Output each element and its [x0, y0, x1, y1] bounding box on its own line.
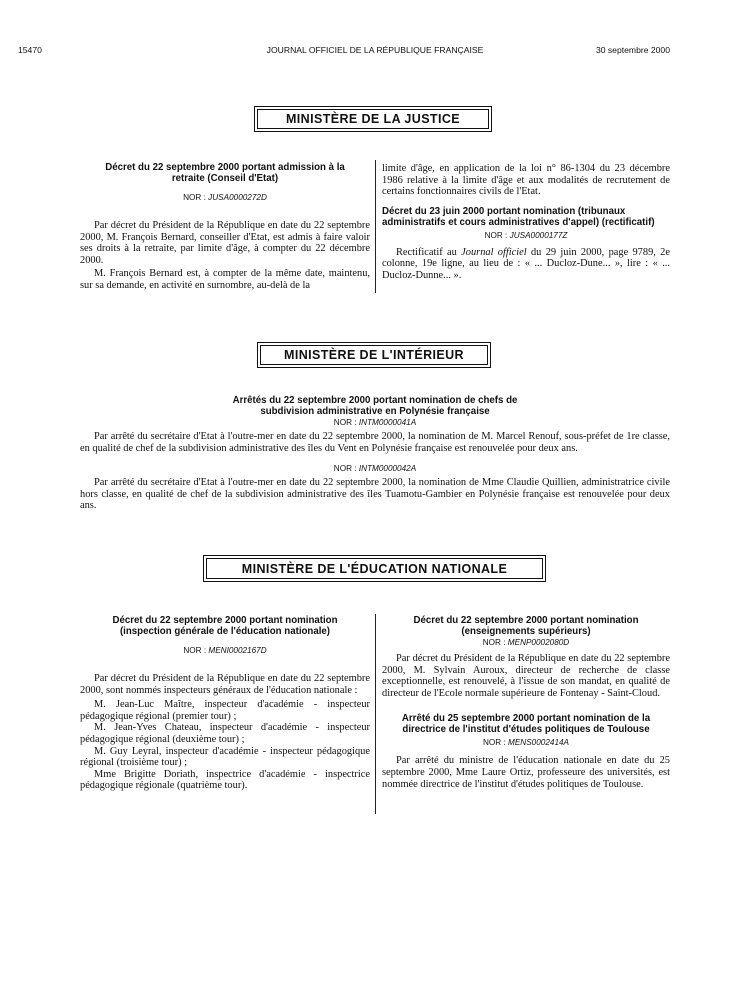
decret-retraite-paragraph-1: Par décret du Président de la République en date du 22 septembre 2000, M. François Bernard, conseiller d'Etat, est admis à faire valoir ses droits à la retraite, par limite d'âge, à compter du 22 décembre 2000.: [80, 220, 370, 266]
journal-title: JOURNAL OFFICIEL DE LA RÉPUBLIQUE FRANÇAISE: [266, 45, 484, 55]
ministry-justice-box: [254, 106, 492, 132]
decret-inspection-paragraph-2: M. Jean-Luc Maître, inspecteur d'académie - inspecteur pédagogique régional (premier tour) ;: [80, 699, 370, 722]
justice-decret-retraite: [80, 162, 370, 292]
page-date: 30 septembre 2000: [595, 45, 670, 55]
decret-retraite-title: Décret du 22 septembre 2000 portant admission à la retraite (Conseil d'Etat): [105, 162, 345, 184]
nor-label: NOR :: [482, 638, 506, 647]
arrete-quillien-nor: [80, 464, 670, 474]
interieur-arretes: [80, 395, 670, 512]
decret-inspection-paragraph-1: Par décret du Président de la République en date du 22 septembre 2000, sont nommés inspecteurs généraux de l'éducation nationale :: [80, 673, 370, 696]
nor-label: NOR :: [333, 464, 357, 474]
nor-code: INTM0000042A: [358, 464, 417, 474]
arretes-polynesie-title: Arrêtés du 22 septembre 2000 portant nomination de chefs de subdivision administrative en Polynésie française: [232, 395, 518, 417]
nor-code: MENP0002080D: [507, 638, 570, 647]
decret-inspection-paragraph-5: Mme Brigitte Doriath, inspectrice d'académie - inspectrice pédagogique régionale (quatrième tour).: [80, 768, 370, 792]
column-rule: [375, 614, 376, 814]
journal-officiel-italic: Journal officiel: [461, 246, 527, 258]
decret-enseignements-title: Décret du 22 septembre 2000 portant nomination (enseignements supérieurs): [413, 615, 639, 637]
decret-rectificatif-paragraph: [382, 247, 670, 282]
decret-inspection-title: Décret du 22 septembre 2000 portant nomination (inspection générale de l'éducation nationale): [112, 615, 338, 637]
ministry-justice-title: MINISTÈRE DE LA JUSTICE: [257, 109, 489, 129]
justice-right-column: [382, 163, 670, 282]
arrete-iep-paragraph: Par arrêté du ministre de l'éducation nationale en date du 25 septembre 2000, Mme Laure Ortiz, professeure des universités, est nommée directrice de l'institut d'études politiques de Toulouse.: [382, 755, 670, 790]
rectificatif-prefix: Rectificatif au: [396, 246, 462, 258]
nor-code: MENS0002414A: [508, 738, 570, 748]
arrete-iep-nor: [382, 738, 670, 748]
decret-inspection-paragraph-4: M. Guy Leyral, inspecteur d'académie - inspecteur pédagogique régional (troisième tour) ;: [80, 745, 370, 769]
decret-enseignements-paragraph: Par décret du Président de la République en date du 22 septembre 2000, M. Sylvain Auroux, directeur de recherche de classe exceptionnelle, est renouvelé, à l'issue de son mandat, en qualité de directeur de l'Ecole normale supérieure de Fontenay - Saint-Cloud.: [382, 653, 670, 699]
column-rule: [375, 160, 376, 293]
decret-retraite-paragraph-2: M. François Bernard est, à compter de la même date, maintenu, sur sa demande, en activité en surnombre, au-delà de la: [80, 268, 370, 291]
decret-rectificatif-nor: [382, 231, 670, 241]
arrete-quillien-paragraph: Par arrêté du secrétaire d'Etat à l'outre-mer en date du 22 septembre 2000, la nomination de Mme Claudie Quillien, administratrice civile hors classe, en qualité de chef de la subdivision administrative des îles Tuamotu-Gambier en Polynésie française est renouvelée pour deux ans.: [80, 477, 670, 512]
decret-retraite-paragraph-2-continued: limite d'âge, en application de la loi n° 86-1304 du 23 décembre 1986 relative à la limite d'âge et aux modalités de recrutement de certains fonctionnaires civils de l'Etat.: [382, 163, 670, 198]
nor-label: NOR :: [333, 418, 357, 427]
arrete-renouf-nor: [80, 418, 670, 428]
nor-code: JUSA0000272D: [208, 193, 267, 202]
education-decret-inspection: [80, 615, 370, 792]
nor-code: JUSA0000177Z: [509, 230, 568, 240]
nor-label: NOR :: [482, 738, 506, 748]
decret-rectificatif-title: Décret du 23 juin 2000 portant nomination (tribunaux administratifs et cours administratives d'appel) (rectificatif): [382, 205, 655, 228]
education-right-column: [382, 615, 670, 790]
arrete-iep-title: Arrêté du 25 septembre 2000 portant nomination de la directrice de l'institut d'études politiques de Toulouse: [401, 713, 651, 736]
nor-label: NOR :: [484, 230, 508, 240]
ministry-education-title: MINISTÈRE DE L'ÉDUCATION NATIONALE: [206, 558, 543, 579]
ministry-interieur-box: [257, 342, 491, 368]
page-number: 15470: [18, 45, 42, 55]
rectificatif-rest: du 29 juin 2000, page 9789, 2e colonne, 19e ligne, au lieu de : « ... Ducloz-Dune... », lire : « ... Ducloz-Dunne... ».: [382, 246, 670, 281]
decret-retraite-nor: [80, 193, 370, 203]
nor-code: MENI0002167D: [208, 646, 267, 655]
arrete-renouf-paragraph: Par arrêté du secrétaire d'Etat à l'outre-mer en date du 22 septembre 2000, la nomination de M. Marcel Renouf, sous-préfet de 1re classe, en qualité de chef de la subdivision administrative des îles du Vent en Polynésie française est renouvelée pour deux ans.: [80, 431, 670, 454]
nor-code: INTM0000041A: [358, 418, 417, 427]
decret-inspection-paragraph-3: M. Jean-Yves Chateau, inspecteur d'académie - inspecteur pédagogique régional (deuxième tour) ;: [80, 722, 370, 745]
nor-label: NOR :: [183, 646, 207, 655]
nor-label: NOR :: [183, 193, 206, 202]
decret-enseignements-nor: [382, 638, 670, 648]
ministry-education-box: [203, 555, 546, 582]
ministry-interieur-title: MINISTÈRE DE L'INTÉRIEUR: [260, 345, 488, 365]
decret-inspection-nor: [80, 646, 370, 656]
